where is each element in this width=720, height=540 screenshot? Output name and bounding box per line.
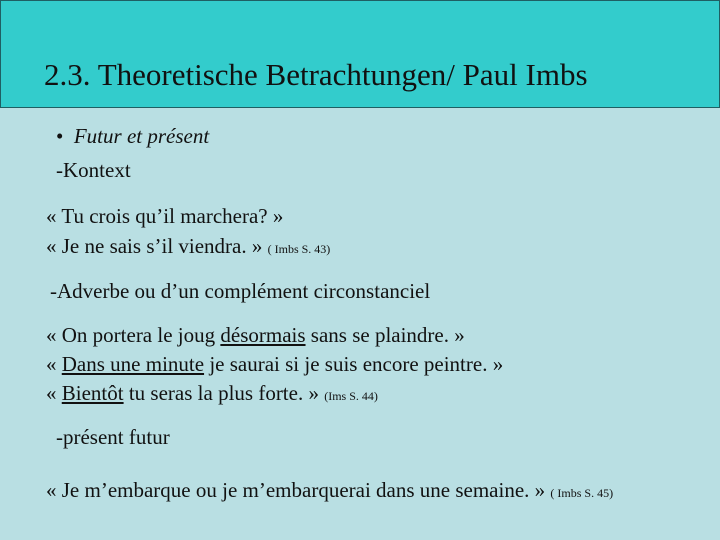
slide-title: 2.3. Theoretische Betrachtungen/ Paul Imbs (44, 57, 588, 92)
bullet-item (56, 123, 209, 149)
kontext-heading: -Kontext (56, 158, 131, 182)
present-futur-heading: -présent futur (56, 425, 170, 449)
example-text: « Je ne sais s’il viendra. » (46, 234, 263, 258)
example-text-post: sans se plaindre. » (305, 323, 465, 347)
citation-ref: ( Imbs S. 43) (267, 242, 331, 256)
underlined-word: Dans une minute (61, 352, 205, 376)
example-text-pre: « (46, 381, 62, 405)
underlined-word: désormais (220, 323, 306, 347)
example-line-4 (46, 351, 503, 377)
adverbe-heading: -Adverbe ou d’un complément circonstanciel (50, 279, 431, 303)
bullet-symbol: • (56, 124, 64, 148)
bullet-text: Futur et présent (73, 124, 210, 148)
example-text-post: je saurai si je suis encore peintre. » (204, 352, 504, 376)
example-line-3 (46, 322, 465, 348)
example-line-1: « Tu crois qu’il marchera? » (46, 204, 284, 228)
example-text-pre: « (46, 352, 62, 376)
example-text-pre: « On portera le joug (46, 323, 221, 347)
example-line-2 (46, 233, 330, 262)
example-text-post: tu seras la plus forte. » (123, 381, 319, 405)
citation-ref: ( Imbs S. 45) (550, 486, 614, 500)
citation-ref: (Ims S. 44) (324, 389, 378, 403)
underlined-word: Bientôt (61, 381, 124, 405)
example-text: « Je m’embarque ou je m’embarquerai dans une semaine. » (46, 478, 546, 502)
example-line-6 (46, 477, 613, 506)
example-line-5 (46, 380, 378, 409)
